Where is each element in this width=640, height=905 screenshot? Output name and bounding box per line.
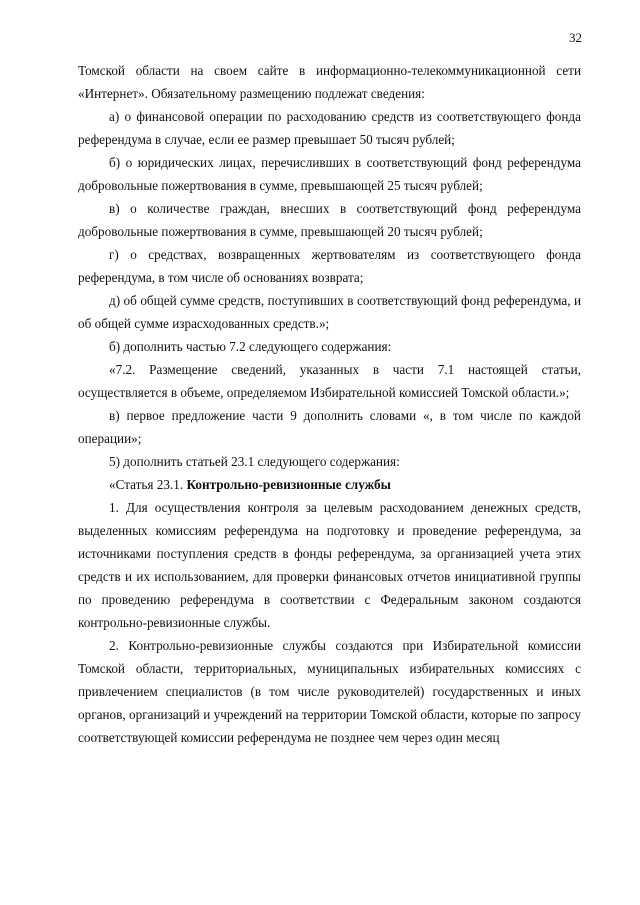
article-heading	[78, 473, 581, 496]
paragraph-item-v: в) о количестве граждан, внесших в соответствующий фонд референдума добровольные пожертвования в сумме, превышающей 20 тысяч рублей;	[78, 201, 581, 239]
article-paragraph-2: 2. Контрольно-ревизионные службы создаются при Избирательной комиссии Томской области, территориальных, муниципальных избирательных комиссиях с привлечением специалистов (в том числе руководителей) государственных и иных органов, организаций и учреждений на территории Томской области, которые по запросу соответствующей комиссии референдума не позднее чем через один месяц	[78, 638, 581, 745]
paragraph-item-g: г) о средствах, возвращенных жертвователям из соответствующего фонда референдума, в том числе об основаниях возврата;	[78, 247, 581, 285]
article-paragraph-1: 1. Для осуществления контроля за целевым расходованием денежных средств, выделенных комиссиям референдума на подготовку и проведение референдума, за источниками поступления средств в фонды референдума, за организацией учета этих средств и их использованием, для проверки финансовых отчетов инициативной группы по проведению референдума в соответствии с Федеральным законом создаются контрольно-ревизионные службы.	[78, 500, 581, 630]
paragraph-amendment-b: б) дополнить частью 7.2 следующего содержания:	[109, 339, 392, 354]
paragraph-item-b: б) о юридических лицах, перечисливших в соответствующий фонд референдума добровольные пожертвования в сумме, превышающей 25 тысяч рублей;	[78, 155, 581, 193]
paragraph-item-a: а) о финансовой операции по расходованию средств из соответствующего фонда референдума в случае, если ее размер превышает 50 тысяч рублей;	[78, 109, 581, 147]
paragraph-amendment-5: 5) дополнить статьей 23.1 следующего содержания:	[109, 454, 400, 469]
article-heading-prefix: «Статья 23.1.	[109, 477, 187, 492]
document-body	[78, 59, 581, 749]
paragraph-continuation: Томской области на своем сайте в информационно-телекоммуникационной сети «Интернет». Обязательному размещению подлежат сведения:	[78, 63, 581, 101]
article-heading-title: Контрольно-ревизионные службы	[186, 477, 391, 492]
paragraph-item-d: д) об общей сумме средств, поступивших в соответствующий фонд референдума, и об общей сумме израсходованных средств.»;	[78, 293, 581, 331]
page-number: 32	[569, 30, 582, 45]
paragraph-amendment-v: в) первое предложение части 9 дополнить словами «, в том числе по каждой операции»;	[78, 408, 581, 446]
paragraph-part-7-2: «7.2. Размещение сведений, указанных в части 7.1 настоящей статьи, осуществляется в объеме, определяемом Избирательной комиссией Томской области.»;	[78, 362, 581, 400]
